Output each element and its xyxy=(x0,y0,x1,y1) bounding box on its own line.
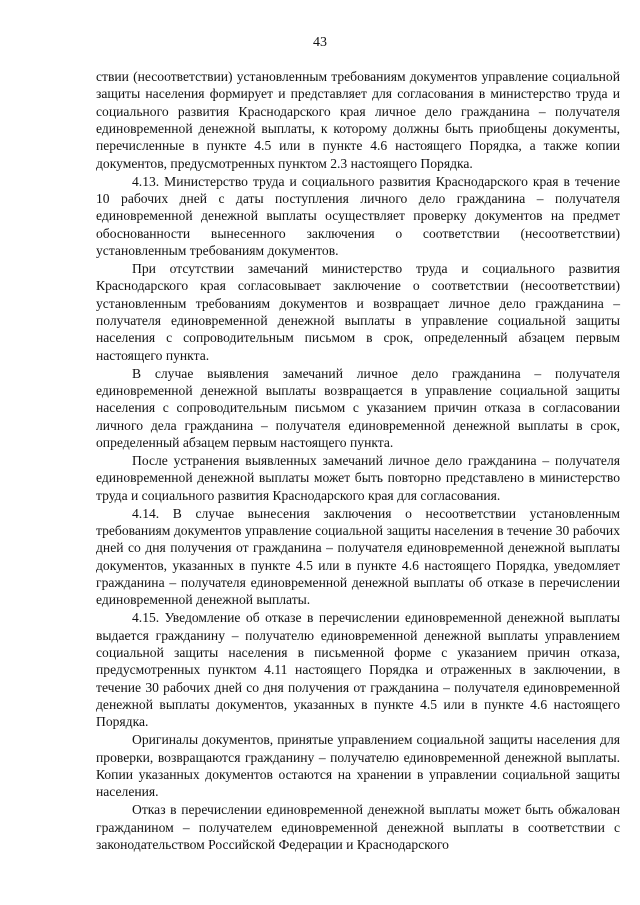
paragraph: При отсутствии замечаний министерство труда и социального развития Краснодарского края согласовывает заключение о соответствии (несоответствии) установленным требованиям документов и возвращает личное дело гражданина – получателя единовременной денежной выплаты в управление социальной защиты населения с сопроводительным письмом в срок, определенный абзацем первым настоящего пункта. xyxy=(96,260,620,363)
page-number: 43 xyxy=(313,35,327,50)
paragraph: Отказ в перечислении единовременной денежной выплаты может быть обжалован гражданином – получателем единовременной денежной выплаты в соответствии с законодательством Российской Федерации и Краснодарского xyxy=(96,802,620,852)
paragraph: В случае выявления замечаний личное дело гражданина – получателя единовременной денежной выплаты возвращается в управление социальной защиты населения с сопроводительным письмом с указанием причин отказа в согласовании личного дела гражданина – получателя единовременной денежной выплаты в срок, определенный абзацем первым настоящего пункта. xyxy=(96,365,620,450)
paragraph-4-13: 4.13. Министерство труда и социального развития Краснодарского края в течение 10 рабочих дней с даты поступления личного дело гражданина – получателя единовременной денежной выплаты осуществляет проверку документов на предмет обоснованности вынесенного заключения о соответствии (несоответствии) установленным требованиям документов. xyxy=(96,173,620,259)
paragraph: После устранения выявленных замечаний личное дело гражданина – получателя единовременной денежной выплаты может быть повторно представлено в министерство труда и социального развития Краснодарского края для согласования. xyxy=(96,452,620,503)
paragraph-continuation: ствии (несоответствии) установленным требованиям документов управление социальной защиты населения формирует и представляет для согласования в министерство труда и социального развития Краснодарского края личное дело гражданина – получателя единовременной денежной выплаты, к которому должны быть приобщены документы, перечисленные в пункте 4.5 или в пункте 4.6 настоящего Порядка, а также копии документов, предусмотренных пунктом 2.3 настоящего Порядка. xyxy=(96,69,620,171)
paragraph-4-15: 4.15. Уведомление об отказе в перечислении единовременной денежной выплаты выдается гражданину – получателю единовременной денежной выплаты управлением социальной защиты населения в письменной форме с указанием причин отказа, предусмотренных пунктом 4.11 настоящего Порядка и отраженных в заключении, в течение 30 рабочих дней со дня получения от гражданина – получателя единовременной денежной выплаты документов, указанных в пункте 4.5 или в пункте 4.6 настоящего Порядка. xyxy=(96,610,620,730)
paragraph: Оригиналы документов, принятые управлением социальной защиты населения для проверки, возвращаются гражданину – получателю единовременной денежной выплаты. Копии указанных документов остаются на хранении в управлении социальной защиты населения. xyxy=(96,732,620,800)
paragraph-4-14: 4.14. В случае вынесения заключения о несоответствии установленным требованиям документов управление социальной защиты населения в течение 30 рабочих дней со дня получения от гражданина – получателя единовременной денежной выплаты документов, указанных в пункте 4.5 или в пункте 4.6 настоящего Порядка, уведомляет гражданина – получателя единовременной денежной выплаты об отказе в перечислении единовременной денежной выплаты. xyxy=(96,505,620,608)
body-text xyxy=(96,68,620,854)
